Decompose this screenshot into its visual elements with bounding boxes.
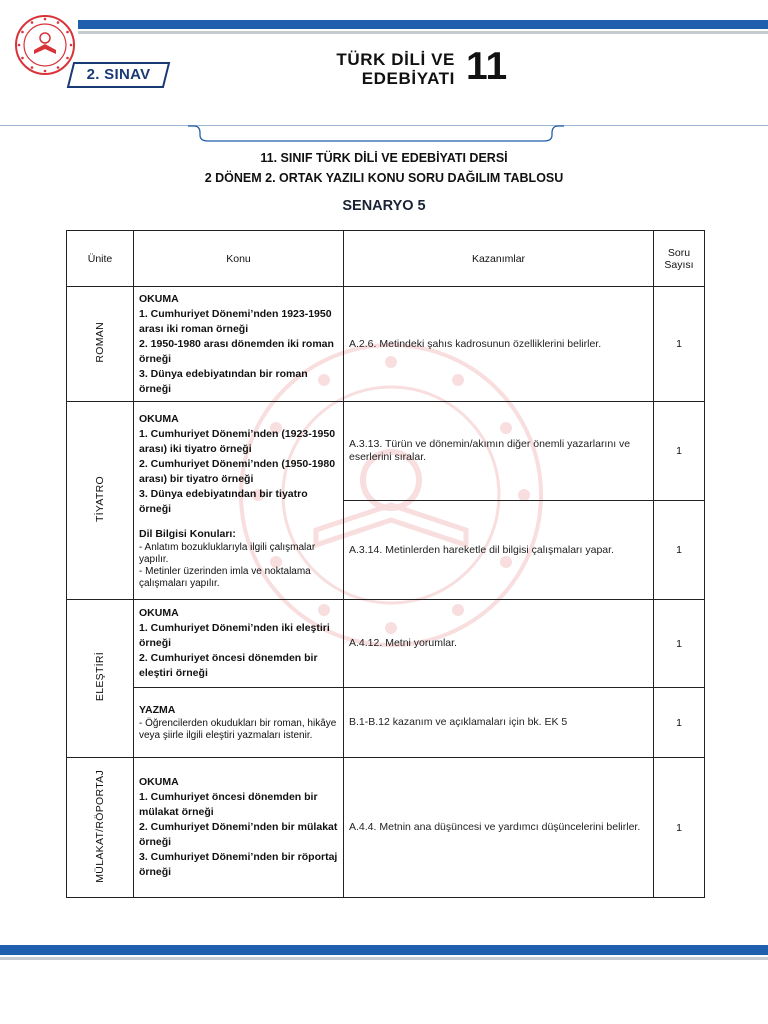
col-header-konu: Konu bbox=[134, 231, 344, 287]
topic-item: 3. Dünya edebiyatından bir roman örneği bbox=[139, 367, 308, 395]
col-header-unite: Ünite bbox=[67, 231, 134, 287]
kazanim-cell: A.3.14. Metinlerden hareketle dil bilgisi çalışmaları yapar. bbox=[344, 501, 654, 600]
grade-number: 11 bbox=[466, 45, 508, 88]
col-header-soru-sayisi: Soru Sayısı bbox=[654, 231, 705, 287]
kazanim-cell: A.4.12. Metni yorumlar. bbox=[344, 600, 654, 688]
topic-item: 1. Cumhuriyet öncesi dönemden bir mülakat örneği bbox=[139, 791, 318, 818]
header-bracket bbox=[186, 125, 566, 150]
topic-cell bbox=[134, 600, 344, 688]
topic-cell bbox=[134, 758, 344, 898]
count-cell: 1 bbox=[654, 287, 705, 402]
footer-band-thin bbox=[0, 957, 768, 960]
topic-title: OKUMA bbox=[139, 292, 179, 305]
table-row bbox=[67, 688, 705, 758]
kazanim-cell: A.3.13. Türün ve dönemin/akımın diğer önemli yazarlarını ve eserlerini sıralar. bbox=[344, 402, 654, 501]
count-cell: 1 bbox=[654, 600, 705, 688]
topic-item: 1. Cumhuriyet Dönemi’nden (1923-1950 arası) iki tiyatro örneği bbox=[139, 427, 336, 455]
unit-label: TİYATRO bbox=[94, 475, 106, 523]
topic-item: 2. Cumhuriyet Dönemi’nden (1950-1980 arası) bir tiyatro örneği bbox=[139, 457, 336, 485]
grammar-title: Dil Bilgisi Konuları: bbox=[139, 527, 236, 540]
subject-line-2: EDEBİYATI bbox=[361, 69, 455, 88]
unit-cell-mulakat bbox=[67, 758, 134, 898]
heading-table-title: 2 DÖNEM 2. ORTAK YAZILI KONU SORU DAĞILIM TABLOSU bbox=[204, 171, 564, 185]
topic-cell bbox=[134, 402, 344, 600]
footer-band bbox=[0, 945, 768, 955]
topic-title: OKUMA bbox=[139, 412, 179, 425]
table-row bbox=[67, 402, 705, 501]
unit-label: MÜLAKAT/RÖPORTAJ bbox=[94, 769, 106, 883]
unit-cell-tiyatro bbox=[67, 402, 134, 600]
header-band-thin bbox=[78, 31, 768, 34]
distribution-table bbox=[66, 230, 705, 898]
topic-cell bbox=[134, 287, 344, 402]
table-row bbox=[67, 287, 705, 402]
topic-item: 3. Dünya edebiyatından bir tiyatro örneği bbox=[139, 487, 308, 515]
col-header-kazanimlar: Kazanımlar bbox=[344, 231, 654, 287]
count-cell: 1 bbox=[654, 501, 705, 600]
unit-cell-elestiri bbox=[67, 600, 134, 758]
kazanim-cell: A.2.6. Metindeki şahıs kadrosunun özelliklerini belirler. bbox=[344, 287, 654, 402]
header-band bbox=[78, 20, 768, 29]
topic-item: 2. 1950-1980 arası dönemden iki roman örneği bbox=[139, 337, 334, 365]
unit-cell-roman bbox=[67, 287, 134, 402]
kazanim-cell: A.4.4. Metnin ana düşüncesi ve yardımcı düşüncelerini belirler. bbox=[344, 758, 654, 898]
count-cell: 1 bbox=[654, 402, 705, 501]
unit-label: ROMAN bbox=[94, 322, 106, 363]
table-header-row bbox=[67, 231, 705, 287]
exam-badge bbox=[66, 61, 171, 89]
topic-item: 3. Cumhuriyet Dönemi’nden bir röportaj örneği bbox=[139, 851, 338, 878]
exam-label: 2. SINAV bbox=[86, 66, 151, 83]
count-cell: 1 bbox=[654, 688, 705, 758]
count-cell: 1 bbox=[654, 758, 705, 898]
topic-title: OKUMA bbox=[139, 776, 179, 788]
table-row bbox=[67, 600, 705, 688]
heading-scenario: SENARYO 5 bbox=[342, 198, 426, 214]
topic-item: 2. Cumhuriyet öncesi dönemden bir eleştiri örneği bbox=[139, 652, 318, 679]
topic-cell bbox=[134, 688, 344, 758]
topic-title: OKUMA bbox=[139, 607, 179, 619]
topic-title: YAZMA bbox=[139, 704, 176, 716]
topic-item: 2. Cumhuriyet Dönemi’nden bir mülakat örneği bbox=[139, 821, 338, 848]
topic-item: 1. Cumhuriyet Dönemi’nden 1923-1950 arası iki roman örneği bbox=[139, 307, 332, 335]
subject-title bbox=[300, 50, 455, 88]
grammar-item: - Metinler üzerinden imla ve noktalama çalışmaları yapılır. bbox=[139, 565, 311, 589]
topic-note: - Öğrencilerden okudukları bir roman, hikâye veya şiirle ilgili eleştiri yazmaları istenir. bbox=[139, 718, 337, 741]
table-row bbox=[67, 758, 705, 898]
kazanim-cell: B.1-B.12 kazanım ve açıklamaları için bk. EK 5 bbox=[344, 688, 654, 758]
topic-item: 1. Cumhuriyet Dönemi’nden iki eleştiri örneği bbox=[139, 622, 330, 649]
grammar-item: - Anlatım bozukluklarıyla ilgili çalışmalar yapılır. bbox=[139, 541, 316, 565]
heading-course: 11. SINIF TÜRK DİLİ VE EDEBİYATI DERSİ bbox=[260, 151, 508, 165]
subject-line-1: TÜRK DİLİ VE bbox=[336, 50, 455, 69]
unit-label: ELEŞTİRİ bbox=[94, 652, 106, 702]
